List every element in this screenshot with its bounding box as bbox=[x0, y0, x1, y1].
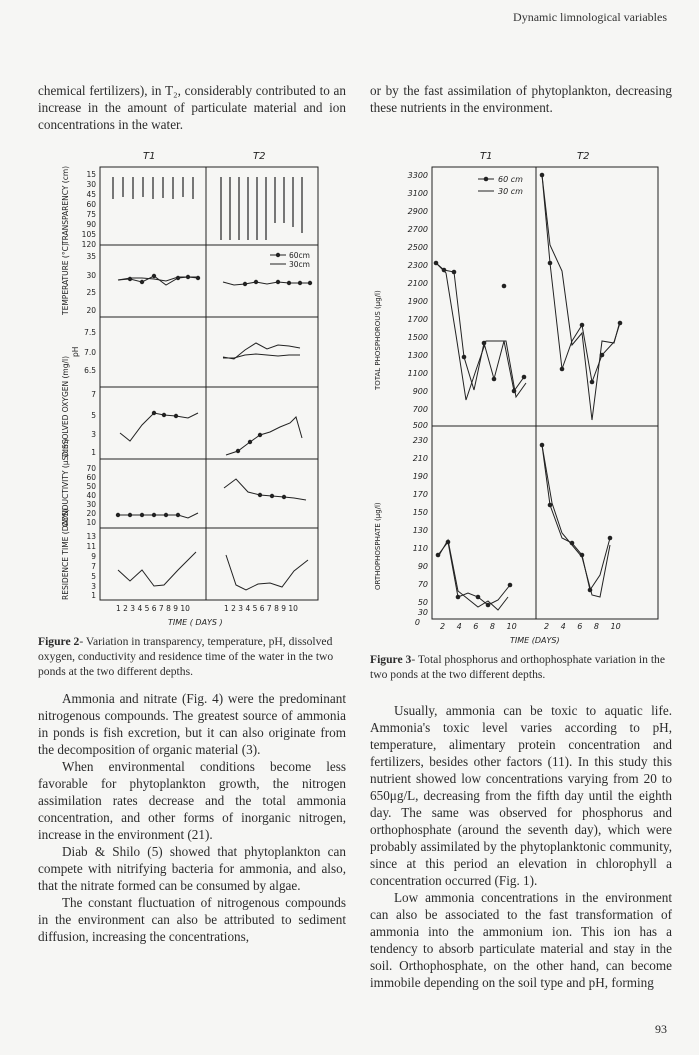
fig2-tick: 70 bbox=[86, 464, 96, 473]
figure-2-caption-text: - Variation in transparency, temperature, pH, dissolved oxygen, conductivity and residence time of the water in the two ponds at the two different depths. bbox=[38, 635, 334, 678]
fig3-tick: 190 bbox=[412, 472, 428, 481]
fig3-tick: 1300 bbox=[407, 351, 428, 360]
fig3-tick: 90 bbox=[417, 562, 428, 571]
fig2-tick: 5 bbox=[91, 411, 96, 420]
right-column-body bbox=[370, 702, 672, 991]
fig2-xlabel: TIME ( DAYS ) bbox=[168, 618, 223, 627]
fig2-tick: 50 bbox=[86, 482, 96, 491]
fig2-tick: 15 bbox=[86, 170, 96, 179]
paragraph: Diab & Shilo (5) showed that phytoplankton can compete with nitrifying bacteria for ammonia, and also, that the nitrate formed can be consumed by algae. bbox=[38, 844, 346, 893]
fig3-col-t2: T2 bbox=[577, 151, 590, 162]
fig3-tick: 2100 bbox=[407, 279, 428, 288]
fig3-tick: 3300 bbox=[407, 171, 428, 180]
fig2-tick: 3 bbox=[91, 582, 96, 591]
fig3-tick: 2500 bbox=[407, 243, 428, 252]
fig2-tick: 35 bbox=[86, 252, 96, 261]
figure-2-caption bbox=[38, 634, 344, 679]
fig3-legend-60: 60 cm bbox=[498, 175, 523, 184]
fig2-label-conductivity: CONDUCTIVITY (μS/cm) bbox=[61, 438, 70, 527]
fig3-tick: 130 bbox=[412, 526, 428, 535]
fig2-label-transparency: TRANSPARENCY (cm) bbox=[61, 165, 70, 245]
figure-3-caption bbox=[370, 652, 672, 682]
paragraph: Ammonia and nitrate (Fig. 4) were the predominant nitrogenous compounds. The greatest source of ammonia in ponds is fish excretion, but it can also originate from the decomposition of organic material (3). bbox=[38, 691, 346, 757]
fig2-tick: 5 bbox=[91, 572, 96, 581]
fig2-xticks-t1: 1 2 3 4 5 6 7 8 9 10 bbox=[116, 604, 190, 613]
running-header: Dynamic limnological variables bbox=[513, 10, 667, 24]
fig2-tick: 11 bbox=[86, 542, 96, 551]
fig2-tick: 7.0 bbox=[84, 348, 96, 357]
figure-3 bbox=[370, 145, 670, 650]
fig2-tick: 7 bbox=[91, 562, 96, 571]
top-right-paragraph: or by the fast assimilation of phytoplankton, decreasing these nutrients in the environment. bbox=[370, 83, 672, 115]
fig2-label-temperature: TEMPERATURE (°C) bbox=[61, 243, 70, 315]
fig2-legend-60: 60cm bbox=[289, 251, 310, 260]
fig3-tick: 30 bbox=[417, 608, 428, 617]
fig2-tick: 30 bbox=[86, 180, 96, 189]
fig2-tick: 3 bbox=[91, 430, 96, 439]
fig3-tick: 1700 bbox=[407, 315, 428, 324]
fig3-tick: 50 bbox=[417, 598, 428, 607]
fig2-tick: 20 bbox=[86, 306, 96, 315]
fig3-label-orthophosphate: ORTHOPHOSPHATE (μg/l) bbox=[374, 502, 382, 590]
fig3-tick: 700 bbox=[412, 405, 428, 414]
fig3-legend-30: 30 cm bbox=[498, 187, 523, 196]
fig2-tick: 90 bbox=[86, 220, 96, 229]
fig3-tick: 1100 bbox=[407, 369, 428, 378]
fig2-tick: 30 bbox=[86, 271, 96, 280]
fig2-tick: 20 bbox=[86, 509, 96, 518]
figure-3-caption-text: - Total phosphorus and orthophosphate variation in the two ponds at the two different depths. bbox=[370, 653, 665, 681]
fig3-tick: 210 bbox=[412, 454, 428, 463]
fig3-xlabel: TIME (DAYS) bbox=[510, 636, 560, 645]
fig3-tick: 2300 bbox=[407, 261, 428, 270]
fig2-label-dissolved-oxygen: DISSOLVED OXYGEN (mg/l) bbox=[61, 355, 70, 457]
fig2-tick: 75 bbox=[86, 210, 96, 219]
fig3-xticks-t1: 2 4 6 8 10 bbox=[440, 622, 517, 631]
fig3-tick: 3100 bbox=[407, 189, 428, 198]
fig2-tick: 45 bbox=[86, 190, 96, 199]
fig2-label-residence-time: RESIDENCE TIME (DAYS) bbox=[61, 508, 70, 600]
fig2-tick: 6.5 bbox=[84, 366, 96, 375]
fig3-tick: 110 bbox=[412, 544, 428, 553]
fig2-tick: 105 bbox=[81, 230, 96, 239]
fig3-tick: 1500 bbox=[407, 333, 428, 342]
fig3-tick: 2900 bbox=[407, 207, 428, 216]
fig3-xticks-t2: 2 4 6 8 10 bbox=[544, 622, 621, 631]
fig2-tick: 7.5 bbox=[84, 328, 96, 337]
fig3-tick: 0 bbox=[414, 618, 420, 627]
fig2-tick: 1 bbox=[91, 591, 96, 600]
figure-2-label: Figure 2 bbox=[38, 635, 80, 648]
fig2-tick: 25 bbox=[86, 288, 96, 297]
paragraph: Low ammonia concentrations in the environment can also be associated to the fast transformation of ammonia into the ammonium ion. This ion has a tendency to absorb particulate material and stay in the soil. Orthophosphate, on the other hand, can become immobile depending on the soil type and pH, forming bbox=[370, 890, 672, 990]
fig3-tick: 70 bbox=[417, 580, 428, 589]
fig2-tick: 120 bbox=[81, 240, 96, 249]
fig3-tick: 500 bbox=[412, 421, 428, 430]
page-number: 93 bbox=[655, 1022, 667, 1036]
fig2-tick: 13 bbox=[86, 532, 96, 541]
fig2-col-t2: T2 bbox=[253, 151, 266, 162]
paragraph: When environmental conditions become less favorable for phytoplankton growth, the nitrogen assimilation rates decrease and the total ammonia concentration, and other forms of inorganic nitrogen, increase in the environment (21). bbox=[38, 759, 346, 842]
fig2-tick: 40 bbox=[86, 491, 96, 500]
fig3-label-total-phosphorus: TOTAL PHOSPHOROUS (μg/l) bbox=[374, 290, 382, 390]
left-column-body bbox=[38, 690, 346, 945]
top-left-paragraph: chemical fertilizers), in T₂, considerably contributed to an increase in the amount of particulate material and ion concentrations in the water. bbox=[38, 83, 346, 132]
fig2-label-ph: pH bbox=[71, 346, 80, 357]
fig3-tick: 230 bbox=[412, 436, 428, 445]
fig3-tick: 170 bbox=[412, 490, 428, 499]
fig2-tick: 1 bbox=[91, 448, 96, 457]
figure-3-label: Figure 3 bbox=[370, 653, 412, 666]
fig2-tick: 9 bbox=[91, 552, 96, 561]
fig2-xticks-t2: 1 2 3 4 5 6 7 8 9 10 bbox=[224, 604, 298, 613]
paragraph: The constant fluctuation of nitrogenous compounds in the environment can also be attributed to sediment diffusion, increasing the concentrations, bbox=[38, 895, 346, 944]
fig3-tick: 900 bbox=[412, 387, 428, 396]
fig2-tick: 30 bbox=[86, 500, 96, 509]
fig2-tick: 60 bbox=[86, 473, 96, 482]
paragraph: Usually, ammonia can be toxic to aquatic life. Ammonia's toxic level varies according to pH, temperature, alimentary protein concentration and fertilizers, besides other factors (11). In this study this nutrient showed low concentrations varying from 20 to 650μg/L, decreasing from the fifth day until the eighth day. The same was observed for phosphorus and orthophosphate (around the seventh day), which were probably assimilated by the phytoplanktonic community, since at this period an elevation in chlorophyll a concentration occurred (Fig. 1). bbox=[370, 703, 672, 888]
fig3-tick: 1900 bbox=[407, 297, 428, 306]
fig2-col-t1: T1 bbox=[143, 151, 156, 162]
fig3-tick: 150 bbox=[412, 508, 428, 517]
fig2-tick: 60 bbox=[86, 200, 96, 209]
fig2-tick: 7 bbox=[91, 390, 96, 399]
fig3-col-t1: T1 bbox=[480, 151, 493, 162]
fig2-tick: 10 bbox=[86, 518, 96, 527]
fig2-legend-30: 30cm bbox=[289, 260, 310, 269]
figure-2 bbox=[38, 145, 338, 635]
left-column-top bbox=[38, 82, 346, 133]
right-column-top bbox=[370, 82, 672, 116]
fig3-tick: 2700 bbox=[407, 225, 428, 234]
